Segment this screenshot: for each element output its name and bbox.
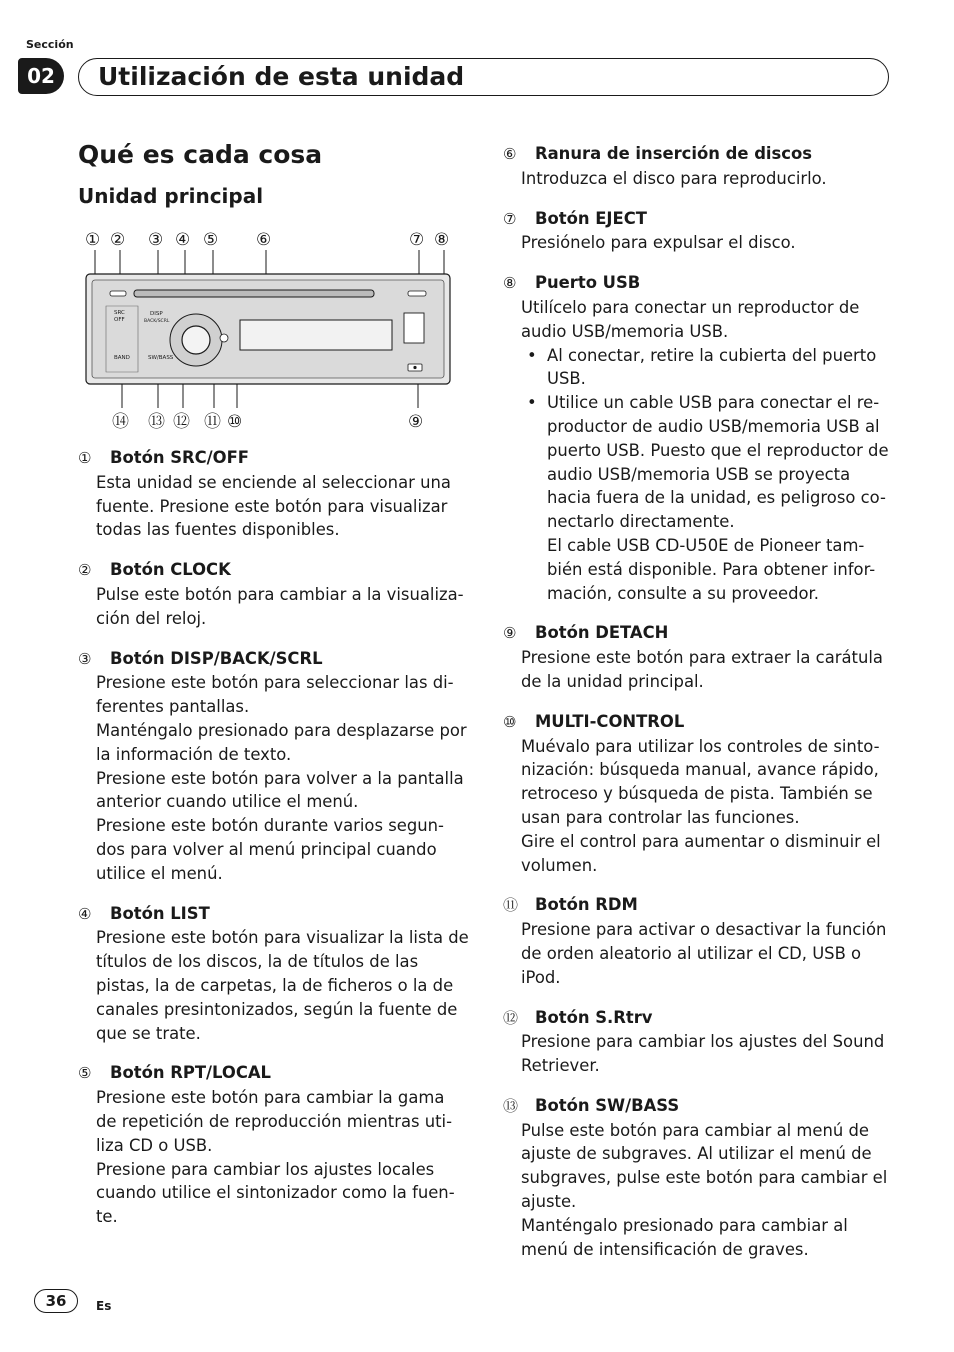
item-body [503, 646, 895, 694]
item-number: ⑬ [503, 1096, 519, 1115]
item-paragraph: Presione para activar o desactivar la función de orden aleatorio al utilizar el CD, USB o iPod. [521, 920, 887, 987]
item-number: ⑦ [503, 209, 517, 228]
item-number: ⑤ [78, 1064, 92, 1083]
callout-14: ⑭ [112, 412, 129, 432]
item-title: Ranura de inserción de discos [535, 144, 813, 163]
item-title: MULTI-CONTROL [535, 711, 685, 731]
item-heading [503, 142, 895, 167]
item-number: ③ [78, 649, 92, 668]
item [503, 207, 895, 256]
item-paragraph: Esta unidad se enciende al seleccionar una fuente. Presione este botón para visualizar todas las fuentes disponibles. [96, 472, 451, 540]
item-title: Botón S.Rtrv [535, 1007, 653, 1027]
item-body [503, 735, 895, 878]
item-paragraph: Presione este botón durante varios segun-dos para volver al menú principal cuando utilice el menú. [96, 816, 444, 883]
callout-11: ⑪ [204, 412, 221, 432]
page-number: 36 [34, 1289, 78, 1313]
item-paragraph: Introduzca el disco para reproducirlo. [521, 168, 827, 188]
item-number: ⑩ [503, 712, 517, 731]
callout-3: ③ [148, 230, 164, 250]
item-body [503, 296, 895, 605]
item-title: Puerto USB [535, 273, 641, 293]
section-label: Sección [26, 38, 74, 51]
item-body [503, 918, 895, 989]
item-body [78, 583, 470, 631]
item-number: ⑪ [503, 896, 519, 915]
bullet-list [521, 344, 895, 606]
item-paragraph: Pulse este botón para cambiar a la visualiza-ción del reloj. [96, 584, 464, 628]
callout-10: ⑩ [227, 412, 243, 432]
item-paragraph: Manténgalo presionado para cambiar al menú de intensificación de graves. [521, 1215, 848, 1259]
item-number: ⑧ [503, 274, 517, 293]
item-title: Botón DETACH [535, 623, 669, 643]
callout-6: ⑥ [256, 230, 272, 250]
language-code: Es [96, 1299, 112, 1313]
item-heading [503, 710, 895, 735]
callout-13: ⑬ [148, 412, 165, 432]
item-paragraph: Presione este botón para extraer la carátula de la unidad principal. [521, 648, 883, 691]
item-paragraph: Presione este botón para visualizar la lista de títulos de los discos, la de títulos de las pistas, la de carpetas, la de ficheros o la de canales presintonizados, según la fuente de que se trate. [96, 928, 469, 1043]
item-title: Botón EJECT [535, 208, 647, 228]
page-subtitle: Unidad principal [78, 184, 264, 208]
callout-4: ④ [175, 230, 191, 250]
svg-text:SW/BASS: SW/BASS [148, 355, 174, 361]
chapter-title: Utilización de esta unidad [98, 62, 465, 91]
item-heading [78, 902, 470, 927]
svg-text:OFF: OFF [114, 317, 125, 323]
chapter-number: 02 [18, 58, 64, 94]
bullet-item: • Utilice un cable USB para conectar el re-productor de audio USB/memoria USB al puerto USB. Puesto que el reproductor de audio USB/memoria USB se proyecta hacia fuera de la unidad, es peligroso co-nectarlo directamente. El cable USB CD-U50E de Pioneer tam-bién está disponible. Para obtener infor-mación, consulte a su proveedor. [521, 391, 895, 605]
item-heading [503, 893, 895, 918]
callout-8: ⑧ [434, 230, 450, 250]
item-title: Botón DISP/BACK/SCRL [110, 648, 323, 668]
item [503, 271, 895, 605]
svg-text:SRC: SRC [114, 310, 125, 316]
item [503, 621, 895, 693]
left-column [78, 446, 470, 1245]
item-body [503, 1030, 895, 1078]
item-heading [78, 1061, 470, 1086]
item [503, 142, 895, 191]
item-paragraph: Presione este botón para cambiar la gama de repetición de reproducción mientras uti-liza CD o USB. [96, 1088, 453, 1155]
item-title: Botón CLOCK [110, 560, 231, 580]
item-title: Botón SRC/OFF [110, 448, 249, 467]
item-title: Botón RDM [535, 895, 638, 915]
item-heading [503, 207, 895, 232]
item-paragraph: Presione para cambiar los ajustes locales cuando utilice el sintonizador como la fuen-te. [96, 1159, 455, 1227]
callout-9: ⑨ [408, 412, 424, 432]
callout-2: ② [110, 230, 126, 250]
item [503, 893, 895, 989]
item-heading [78, 558, 470, 583]
item-heading [503, 1006, 895, 1031]
item-paragraph: Presione este botón para volver a la pantalla anterior cuando utilice el menú. [96, 768, 464, 812]
item-body [503, 231, 895, 255]
svg-text:DISP: DISP [150, 311, 163, 317]
item [78, 902, 470, 1046]
item [78, 446, 470, 542]
svg-text:BACK/SCRL: BACK/SCRL [144, 319, 170, 324]
item [503, 1006, 895, 1078]
callout-1: ① [85, 230, 101, 250]
callout-7: ⑦ [409, 230, 425, 250]
item-paragraph: Pulse este botón para cambiar al menú de ajuste de subgraves. Al utilizar el menú de subgraves, pulse este botón para cambiar el ajuste. [521, 1120, 888, 1212]
item-paragraph: Presione este botón para seleccionar las di-ferentes pantallas. [96, 673, 454, 717]
callout-12: ⑫ [173, 412, 190, 432]
item-paragraph: Utilícelo para conectar un reproductor de audio USB/memoria USB. [521, 297, 860, 341]
head-unit-diagram [78, 222, 468, 437]
item [503, 710, 895, 878]
right-column [503, 142, 895, 1277]
item-title: Botón LIST [110, 903, 210, 923]
item-paragraph: Presiónelo para expulsar el disco. [521, 233, 796, 253]
item-number: ② [78, 561, 92, 580]
item-title: Botón RPT/LOCAL [110, 1063, 271, 1083]
item-number: ④ [78, 904, 92, 923]
item-paragraph: Manténgalo presionado para desplazarse por la información de texto. [96, 720, 467, 764]
item-heading [503, 621, 895, 646]
page-title: Qué es cada cosa [78, 140, 323, 169]
item [78, 1061, 470, 1229]
item-body [503, 167, 895, 191]
item-heading [503, 271, 895, 296]
item-body [78, 471, 470, 542]
item-number: ⑫ [503, 1008, 519, 1027]
item-number: ⑥ [503, 145, 517, 163]
bullet-item: • Al conectar, retire la cubierta del puerto USB. [521, 344, 895, 392]
svg-text:BAND: BAND [114, 355, 130, 361]
item-heading [503, 1094, 895, 1119]
item-body [78, 1086, 470, 1229]
item-paragraph: Presione para cambiar los ajustes del Sound Retriever. [521, 1032, 885, 1076]
item-heading [78, 647, 470, 672]
item-body [78, 671, 470, 885]
item-heading [78, 446, 470, 471]
item-body [78, 926, 470, 1045]
item [503, 1094, 895, 1262]
item-number: ⑨ [503, 624, 517, 643]
item-paragraph: Muévalo para utilizar los controles de sinto-nización: búsqueda manual, avance rápido, retroceso y búsqueda de pista. También se usan para controlar las funciones. [521, 736, 880, 827]
item-number: ① [78, 449, 92, 467]
callout-5: ⑤ [203, 230, 219, 250]
item-paragraph: Gire el control para aumentar o disminuir el volumen. [521, 831, 881, 875]
item-title: Botón SW/BASS [535, 1095, 680, 1115]
item [78, 558, 470, 630]
item-body [503, 1119, 895, 1262]
item [78, 647, 470, 886]
